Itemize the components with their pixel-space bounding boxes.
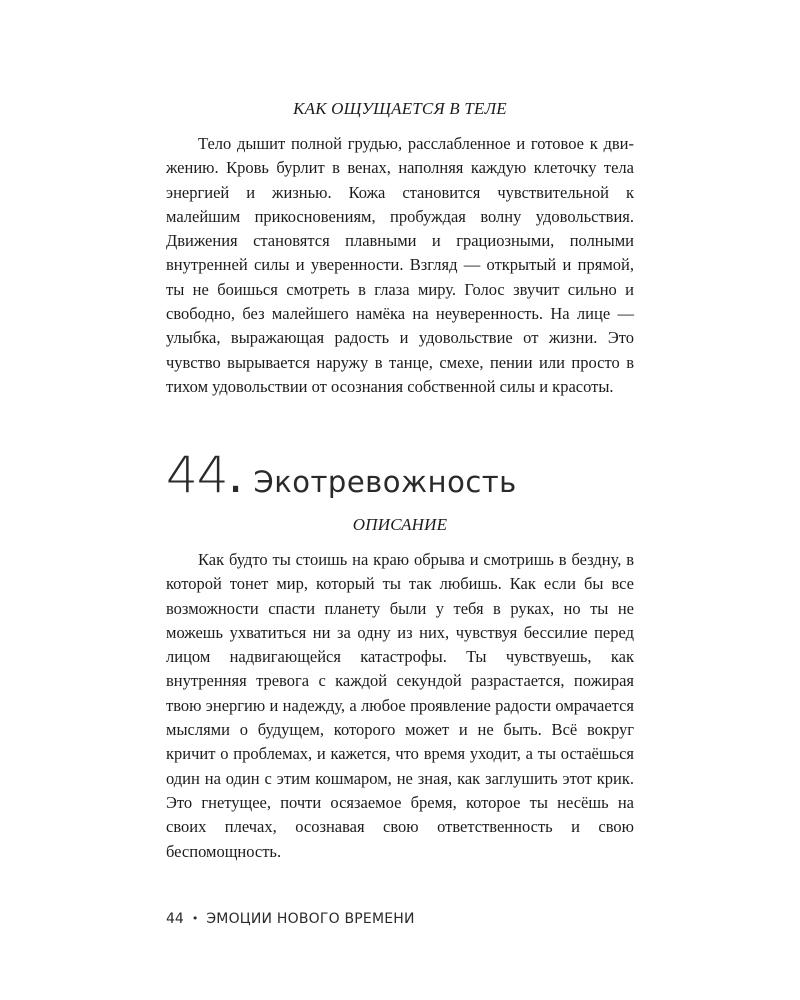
footer-bullet-separator: • [191,912,199,925]
section-heading-description: ОПИСАНИЕ [352,515,448,534]
running-book-title: ЭМОЦИИ НОВОГО ВРЕМЕНИ [206,911,415,927]
page-footer [166,911,415,927]
chapter-number-dot: . [227,446,244,504]
body-sensation-paragraph: Тело дышит полной грудью, расслабленное и готовое к движению. Кровь бурлит в венах, наполняя каждую клеточку тела энергией и жизнью. Кожа становится чувствительной к малейшим прикосновениям, пробуждая волну удовольствия. Движения становятся плавными и грациозными, полными внутренней силы и уверенности. Взгляд — открытый и прямой, ты не боишься смотреть в глаза миру. Голос звучит сильно и свободно, без малейшего намёка на неуверенность. На лице — улыбка, выражающая радость и удовольствие от жизни. Это чувство вырывается наружу в танце, смехе, пении или просто в тихом удовольствии от осознания собственной силы и красоты. [166,134,634,396]
chapter-title [166,446,517,504]
page-number: 44 [166,911,184,927]
chapter-number: 44 [166,446,228,504]
section-heading-body-sensation: КАК ОЩУЩАЕТСЯ В ТЕЛЕ [293,99,507,118]
description-paragraph: Как будто ты стоишь на краю обрыва и смотришь в бездну, в которой тонет мир, который ты так любишь. Как если бы все возможности спасти планету были у тебя в руках, но ты не можешь ухватиться ни за одну из них, чувствуя бессилие перед лицом надвигающейся катастрофы. Ты чувствуешь, как внутренняя тревога с каждой секундой разрастается, пожирая твою энергию и надежду, а любое проявление радости омрачается мыслями о будущем, которого может и не быть. Всё вокруг кричит о проблемах, и кажется, что время уходит, а ты остаёшься один на один с этим кошмаром, не зная, как заглушить этот крик. Это гнетущее, почти осязаемое бремя, которое ты несёшь на своих плечах, осознавая свою ответственность и свою беспомощность. [166,550,634,861]
chapter-name: Экотревожность [253,465,517,499]
